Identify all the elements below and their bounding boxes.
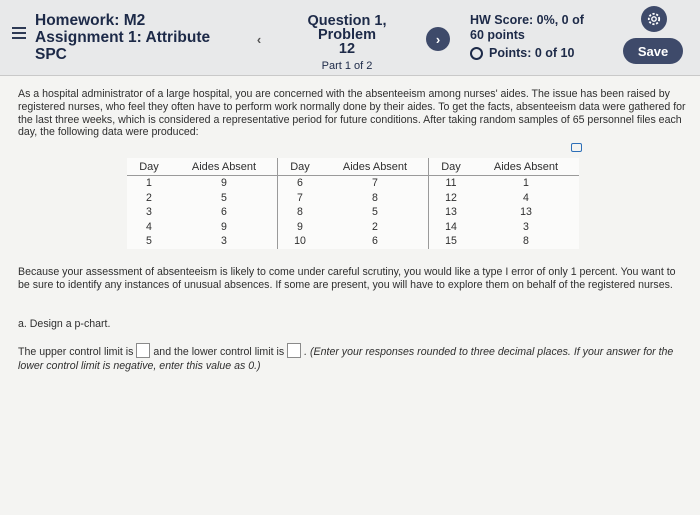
problem-intro: As a hospital administrator of a large hospital, you are concerned with the absenteeism among nurses' aides. The issue has been raised by registered nurses, who feel they often have to perform work normally done by their aides. To get the facts, absenteeism data were gathered for the last three weeks, which is considered a representative period for future conditions. After taking random samples of 65 personnel files each day, the following data were produced: bbox=[18, 88, 686, 139]
table-cell: 7 bbox=[278, 191, 323, 206]
part-a-instruction: a. Design a p-chart. bbox=[18, 318, 111, 330]
hw-score-line2: 60 points bbox=[470, 28, 525, 42]
save-button[interactable]: Save bbox=[623, 38, 683, 64]
table-cell: 8 bbox=[523, 235, 529, 248]
homework-title-line3: SPC bbox=[35, 46, 67, 63]
table-cell: 6 bbox=[278, 176, 323, 191]
table-cell: 10 bbox=[278, 234, 323, 249]
table-cell: 15 bbox=[429, 234, 474, 249]
status-circle-icon bbox=[470, 47, 483, 60]
column-header: Aides Absent bbox=[171, 158, 278, 176]
table-cell: 9 bbox=[221, 177, 227, 190]
column-header: Aides Absent bbox=[322, 158, 429, 176]
table-cell: 6 bbox=[372, 235, 378, 248]
homework-title-line2: Assignment 1: Attribute bbox=[35, 29, 211, 46]
table-cell: 5 bbox=[221, 191, 227, 204]
menu-icon[interactable] bbox=[12, 27, 26, 39]
homework-title-line1: Homework: M2 bbox=[35, 12, 146, 29]
column-header: Day bbox=[429, 158, 474, 176]
table-cell: 1 bbox=[146, 177, 152, 190]
table-cell: 3 bbox=[146, 206, 152, 219]
question-title-line2: 12 bbox=[338, 41, 356, 57]
table-cell: 4 bbox=[523, 191, 529, 204]
table-cell: 7 bbox=[372, 177, 378, 190]
table-cell: 12 bbox=[429, 191, 474, 206]
table-cell: 4 bbox=[146, 220, 152, 233]
points-label: Points: 0 of 10 bbox=[489, 46, 575, 60]
table-cell: 13 bbox=[520, 206, 532, 219]
table-cell: 5 bbox=[146, 235, 152, 248]
table-row bbox=[127, 234, 579, 249]
table-cell: 14 bbox=[429, 220, 474, 235]
table-cell: 1 bbox=[523, 177, 529, 190]
question-indicator bbox=[277, 14, 417, 72]
table-cell: 3 bbox=[523, 220, 529, 233]
column-header: Day bbox=[127, 158, 171, 176]
table-row bbox=[127, 220, 579, 235]
copy-table-icon[interactable] bbox=[571, 143, 582, 152]
previous-question-button[interactable]: ‹ bbox=[256, 31, 262, 47]
table-cell: 8 bbox=[372, 191, 378, 204]
answer-sentence bbox=[18, 343, 690, 373]
column-header: Day bbox=[278, 158, 323, 176]
homework-title bbox=[35, 12, 250, 63]
lower-control-limit-input[interactable] bbox=[287, 343, 301, 358]
table-row bbox=[127, 205, 579, 220]
absenteeism-table bbox=[127, 158, 579, 249]
question-title-line1: Question 1, Problem bbox=[307, 13, 387, 43]
table-cell: 2 bbox=[146, 191, 152, 204]
table-cell: 13 bbox=[429, 205, 474, 220]
settings-button[interactable] bbox=[641, 6, 667, 32]
table-cell: 9 bbox=[278, 220, 323, 235]
answer-text-1: The upper control limit is bbox=[18, 346, 134, 358]
question-part: Part 1 of 2 bbox=[321, 60, 373, 72]
column-header: Aides Absent bbox=[473, 158, 579, 176]
table-header-row bbox=[127, 158, 579, 176]
table-cell: 9 bbox=[221, 220, 227, 233]
header-bar bbox=[0, 0, 700, 76]
table-cell: 11 bbox=[429, 176, 474, 191]
table-row bbox=[127, 176, 579, 191]
score-block bbox=[470, 13, 630, 60]
gear-icon bbox=[646, 11, 662, 27]
next-question-button[interactable]: › bbox=[426, 27, 450, 51]
answer-text-2: and the lower control limit is bbox=[153, 346, 285, 358]
table-cell: 5 bbox=[372, 206, 378, 219]
answer-instructions: . (Enter your responses rounded to three decimal places. If your answer for the lower control limit is negative, enter this value as 0.) bbox=[18, 346, 674, 372]
upper-control-limit-input[interactable] bbox=[136, 343, 150, 358]
points-status bbox=[470, 46, 630, 60]
table-row bbox=[127, 191, 579, 206]
table-cell: 2 bbox=[372, 220, 378, 233]
problem-context: Because your assessment of absenteeism is likely to come under careful scrutiny, you would like a type I error of only 1 percent. You want to be sure to identify any instances of unusual absences. If some are present, you will have to explore them on behalf of the registered nurses. bbox=[18, 266, 676, 291]
table-cell: 3 bbox=[221, 235, 227, 248]
hw-score-line1: HW Score: 0%, 0 of bbox=[470, 13, 584, 27]
table-cell: 6 bbox=[221, 206, 227, 219]
table-cell: 8 bbox=[278, 205, 323, 220]
